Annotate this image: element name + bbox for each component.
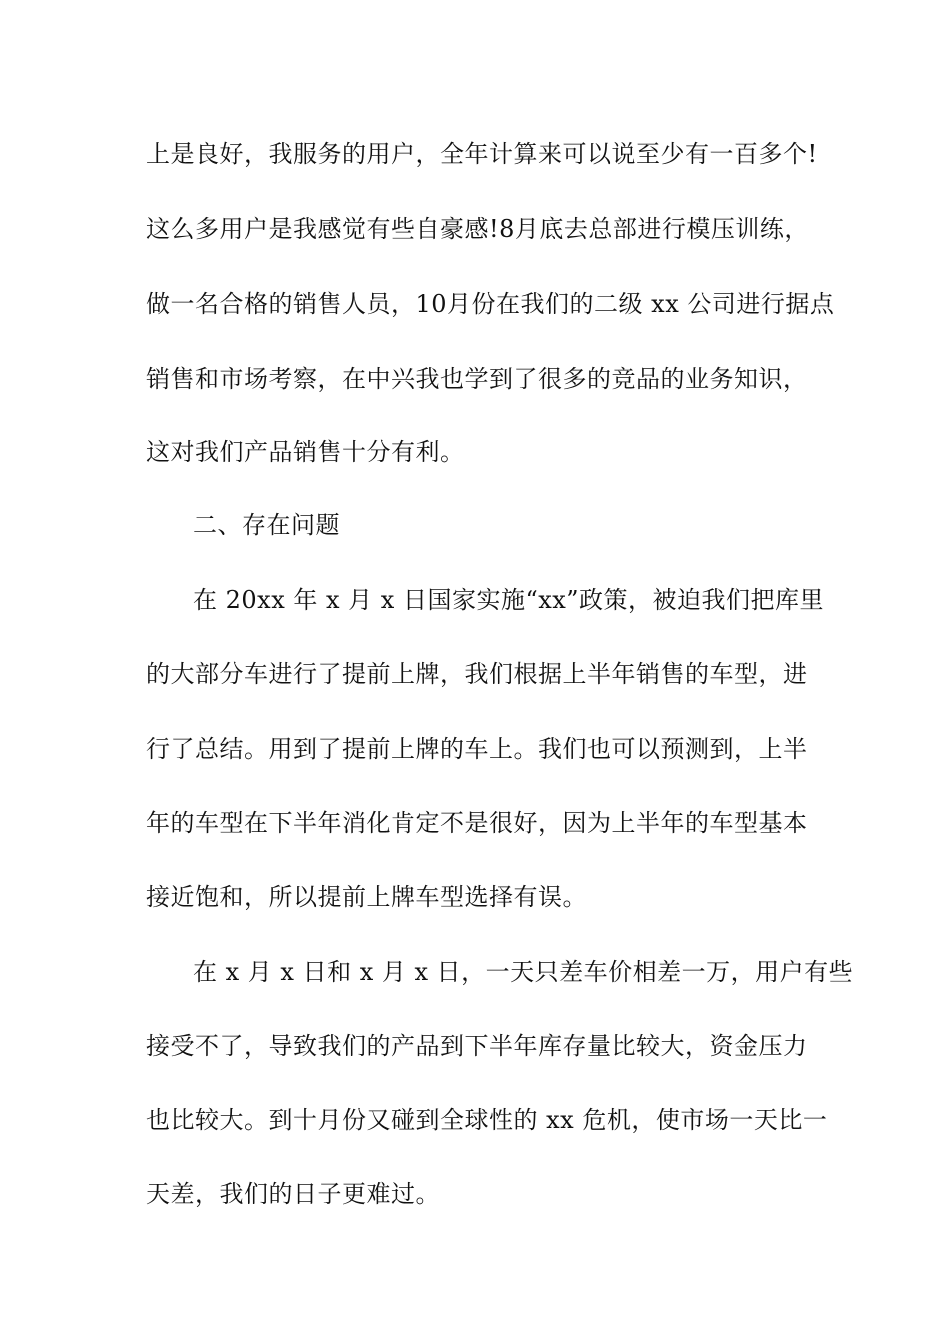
paragraph-line: 接受不了，导致我们的产品到下半年库存量比较大，资金压力 [146,1032,808,1060]
paragraph-line: 年的车型在下半年消化肯定不是很好，因为上半年的车型基本 [146,809,808,837]
paragraph-line: 行了总结。用到了提前上牌的车上。我们也可以预测到，上半 [146,735,808,763]
paragraph-line: 天差，我们的日子更难过。 [146,1180,440,1208]
paragraph-line: 在 x 月 x 日和 x 月 x 日，一天只差车价相差一万，用户有些 [193,958,854,986]
paragraph-line: 销售和市场考察，在中兴我也学到了很多的竞品的业务知识， [146,365,808,393]
paragraph-line: 这么多用户是我感觉有些自豪感!8月底去总部进行模压训练， [146,215,809,243]
paragraph-line: 也比较大。到十月份又碰到全球性的 xx 危机，使市场一天比一 [146,1106,828,1134]
paragraph-line: 上是良好，我服务的用户，全年计算来可以说至少有一百多个! [146,140,818,168]
paragraph-line: 的大部分车进行了提前上牌，我们根据上半年销售的车型，进 [146,660,808,688]
paragraph-line: 做一名合格的销售人员，10月份在我们的二级 xx 公司进行据点 [146,290,835,318]
section-heading: 二、存在问题 [193,511,340,539]
paragraph-line: 接近饱和，所以提前上牌车型选择有误。 [146,883,587,911]
paragraph-line: 这对我们产品销售十分有利。 [146,438,465,466]
paragraph-line: 在 20xx 年 x 月 x 日国家实施“xx”政策，被迫我们把库里 [193,586,825,614]
